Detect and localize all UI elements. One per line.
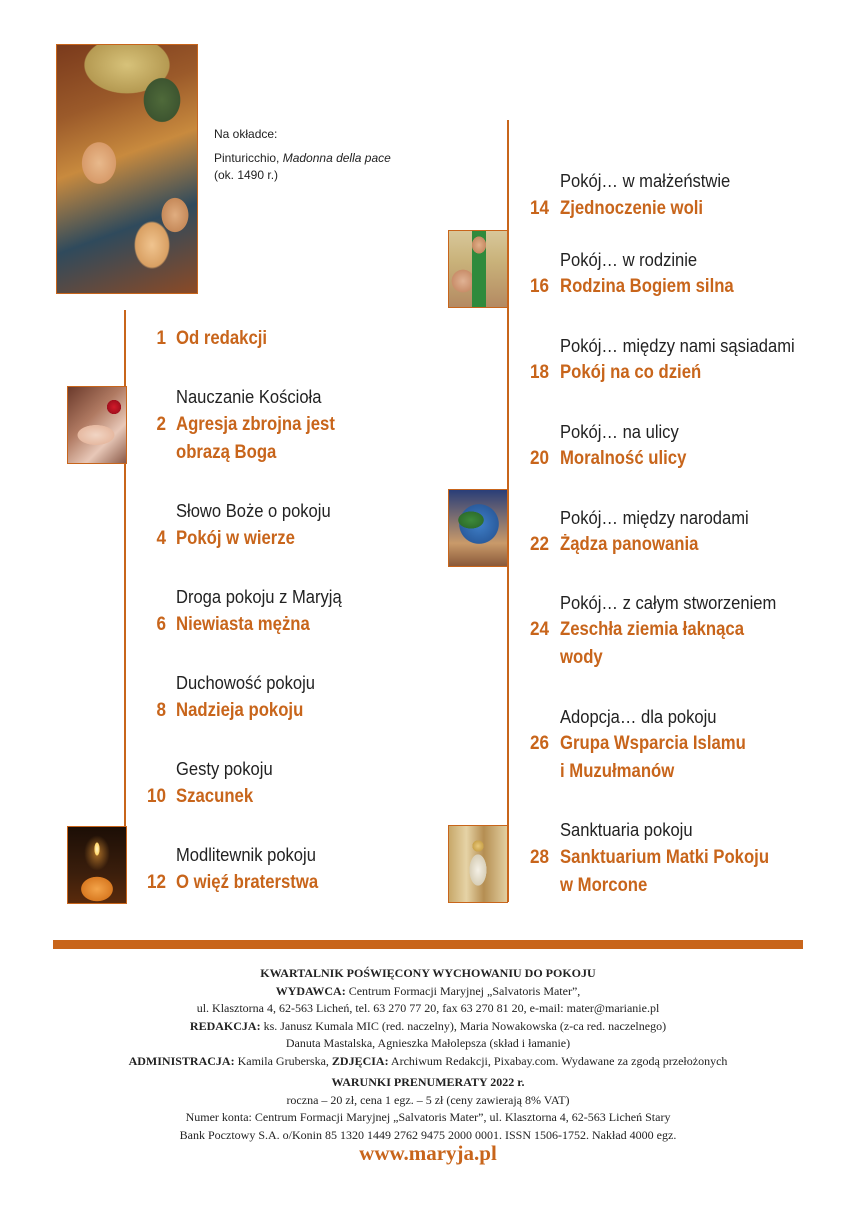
colophon-typesetting: Danuta Mastalska, Agnieszka Małolepsza (skład i łamanie) <box>285 1036 571 1050</box>
cover-label: Na okładce: <box>214 127 278 141</box>
website-link[interactable]: www.maryja.pl <box>359 1141 497 1165</box>
article-title: Grupa Wsparcia Islamu <box>560 733 746 754</box>
article-title: Pokój na co dzień <box>560 362 702 383</box>
page-number: 18 <box>529 362 549 383</box>
page-number: 4 <box>156 528 166 549</box>
article-title-line-2: w Morcone <box>560 875 648 896</box>
page-number: 22 <box>529 534 549 555</box>
page-number: 10 <box>146 786 166 807</box>
article-title: Szacunek <box>176 786 254 807</box>
madonna-statue-thumbnail <box>448 825 508 903</box>
section-category: Pokój… na ulicy <box>560 422 679 442</box>
colophon-address: ul. Klasztorna 4, 62-563 Licheń, tel. 63 270 77 20, fax 63 270 81 20, e-mail: mater@marianie.pl <box>196 1001 660 1015</box>
article-title: Pokój w wierze <box>176 528 295 549</box>
cover-artist-work <box>214 150 414 167</box>
page-number: 8 <box>156 700 166 721</box>
bank-account: Numer konta: Centrum Formacji Maryjnej „Salvatoris Mater”, ul. Klasztorna 4, 62-563 Licheń Stary <box>185 1110 671 1124</box>
article-title: Od redakcji <box>176 328 268 349</box>
article-title: Agresja zbrojna jest <box>176 414 335 435</box>
cover-painting-image <box>56 44 198 294</box>
subscription-prices: roczna – 20 zł, cena 1 egz. – 5 zł (ceny zawierają 8% VAT) <box>286 1092 570 1107</box>
section-category: Pokój… w małżeństwie <box>560 171 731 191</box>
colophon-publisher: WYDAWCA: Centrum Formacji Maryjnej „Salvatoris Mater”, <box>275 983 581 998</box>
page-number: 16 <box>529 276 549 297</box>
page-number: 20 <box>529 448 549 469</box>
footer-divider-bar <box>53 940 803 949</box>
article-title: Moralność ulicy <box>560 448 687 469</box>
page-number: 6 <box>156 614 166 635</box>
article-title: Zeschła ziemia łaknąca <box>560 619 745 640</box>
subscription-heading: WARUNKI PRENUMERATY 2022 r. <box>331 1075 525 1089</box>
page-number: 24 <box>529 619 549 640</box>
page-number: 28 <box>529 847 549 868</box>
section-category: Gesty pokoju <box>176 759 273 779</box>
article-title: Rodzina Bogiem silna <box>560 276 734 297</box>
colophon-heading: KWARTALNIK POŚWIĘCONY WYCHOWANIU DO POKOJU <box>260 966 596 980</box>
section-category: Duchowość pokoju <box>176 673 316 693</box>
colophon-editors: REDAKCJA: ks. Janusz Kumala MIC (red. naczelny), Maria Nowakowska (z-ca red. naczelnego) <box>189 1018 667 1033</box>
article-title: Żądza panowania <box>560 534 699 555</box>
section-category: Pokój… z całym stworzeniem <box>560 593 777 613</box>
page-number: 12 <box>146 872 166 893</box>
priest-family-thumbnail <box>448 230 508 308</box>
article-title-line-2: obrazą Boga <box>176 442 277 463</box>
section-category: Pokój… między nami sąsiadami <box>560 336 795 356</box>
bank-details: Bank Pocztowy S.A. o/Konin 85 1320 1449 2762 9475 2000 0001. ISSN 1506-1752. Nakład 4000 egz. <box>179 1127 677 1142</box>
page-number: 2 <box>156 414 166 435</box>
colophon-administration: ADMINISTRACJA: Kamila Gruberska, ZDJĘCIA: Archiwum Redakcji, Pixabay.com. Wydawane za zgodą przełożonych <box>128 1053 728 1068</box>
section-category: Nauczanie Kościoła <box>176 387 322 407</box>
cover-artist: Pinturicchio, <box>214 151 283 165</box>
section-category: Słowo Boże o pokoju <box>176 501 331 521</box>
article-title: Niewiasta mężna <box>176 614 310 635</box>
cover-caption <box>214 126 414 184</box>
section-category: Modlitewnik pokoju <box>176 845 316 865</box>
page-number: 26 <box>529 733 549 754</box>
article-title-line-2: wody <box>560 647 603 668</box>
article-title: Sanktuarium Matki Pokoju <box>560 847 770 868</box>
globe-hands-thumbnail <box>448 489 508 567</box>
section-category: Sanktuaria pokoju <box>560 820 693 840</box>
cover-date: (ok. 1490 r.) <box>214 168 279 182</box>
section-category: Pokój… między narodami <box>560 508 749 528</box>
section-category: Pokój… w rodzinie <box>560 250 698 270</box>
section-category: Droga pokoju z Maryją <box>176 587 342 607</box>
article-title: Zjednoczenie woli <box>560 198 704 219</box>
article-title-line-2: i Muzułmanów <box>560 761 675 782</box>
article-title: Nadzieja pokoju <box>176 700 304 721</box>
cover-work-title: Madonna della pace <box>282 151 391 165</box>
section-category: Adopcja… dla pokoju <box>560 707 717 727</box>
article-title: O więź braterstwa <box>176 872 319 893</box>
page-number: 1 <box>156 328 166 349</box>
page-number: 14 <box>529 198 549 219</box>
candle-thumbnail <box>67 826 127 904</box>
rose-hands-thumbnail <box>67 386 127 464</box>
colophon <box>53 965 803 1144</box>
